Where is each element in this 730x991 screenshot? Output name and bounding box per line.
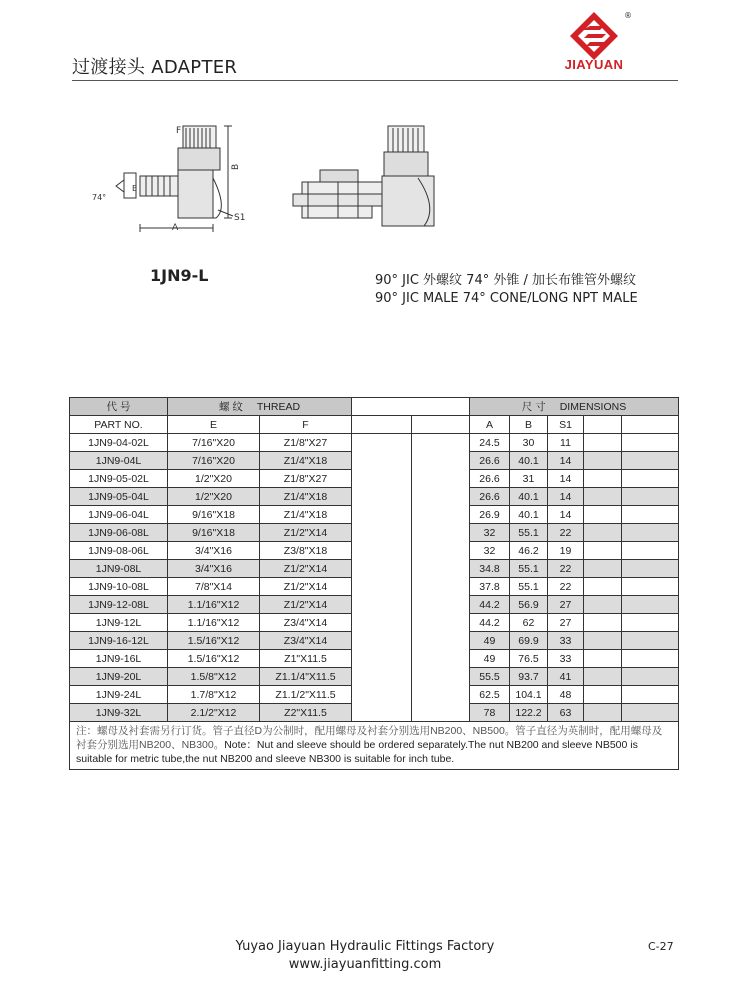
cell-e: 1/2"X20 [168,488,260,506]
table-row [70,488,679,506]
product-description [375,272,638,308]
cell-e: 3/4"X16 [168,560,260,578]
header-thread: 螺 纹 THREAD [168,398,352,416]
table-row [70,686,679,704]
cell-empty [584,488,622,506]
cell-s1: 14 [548,506,584,524]
cell-b: 55.1 [510,560,548,578]
cell-f: Z1/2"X14 [260,560,352,578]
cell-empty [352,488,412,506]
cell-empty [584,686,622,704]
cell-part: 1JN9-12L [70,614,168,632]
cell-part: 1JN9-16L [70,650,168,668]
cell-s1: 27 [548,614,584,632]
cell-empty [352,704,412,722]
cell-b: 69.9 [510,632,548,650]
cell-e: 7/16"X20 [168,452,260,470]
fitting-technical-drawing [88,118,448,243]
table-header-row-1 [70,398,679,416]
cell-s1: 19 [548,542,584,560]
cell-part: 1JN9-20L [70,668,168,686]
cell-f: Z1/2"X14 [260,596,352,614]
description-en: 90° JIC MALE 74° CONE/LONG NPT MALE [375,291,638,306]
cell-empty [622,560,679,578]
cell-empty [622,632,679,650]
cell-a: 37.8 [470,578,510,596]
cell-part: 1JN9-06-04L [70,506,168,524]
product-model: 1JN9-L [150,266,209,285]
header-dimensions: 尺 寸 DIMENSIONS [470,398,679,416]
cell-empty [622,704,679,722]
cell-e: 7/8"X14 [168,578,260,596]
cell-b: 76.5 [510,650,548,668]
description-cn: 90° JIC 外螺纹 74° 外锥 / 加长布锥管外螺纹 [375,273,637,288]
footer-url[interactable]: www.jiayuanfitting.com [288,957,442,972]
cell-empty [412,704,470,722]
cell-a: 24.5 [470,434,510,452]
cell-b: 46.2 [510,542,548,560]
cell-part: 1JN9-06-08L [70,524,168,542]
cell-part: 1JN9-05-02L [70,470,168,488]
logo-text: JIAYUAN [564,57,624,72]
cell-a: 26.9 [470,506,510,524]
cell-f: Z1.1/4"X11.5 [260,668,352,686]
table-row [70,470,679,488]
cell-empty [622,614,679,632]
cell-empty [584,452,622,470]
cell-e: 9/16"X18 [168,506,260,524]
cell-empty [622,650,679,668]
cell-e: 1.1/16"X12 [168,596,260,614]
cell-empty [352,434,412,452]
cell-empty [352,614,412,632]
cell-f: Z1/2"X14 [260,578,352,596]
header-a: A [470,416,510,434]
cell-empty [622,596,679,614]
cell-f: Z1/4"X18 [260,488,352,506]
table-row [70,560,679,578]
cell-s1: 14 [548,488,584,506]
cell-empty [352,524,412,542]
table-row [70,596,679,614]
cell-empty [584,650,622,668]
cell-e: 1.5/8"X12 [168,668,260,686]
label-angle: 74° [92,193,107,202]
drawing-left-view [116,126,233,232]
cell-empty [584,596,622,614]
cell-f: Z1/8"X27 [260,470,352,488]
table-row [70,614,679,632]
cell-empty [352,452,412,470]
cell-empty [584,470,622,488]
cell-s1: 14 [548,470,584,488]
cell-empty [584,542,622,560]
cell-f: Z3/4"X14 [260,614,352,632]
drawing-right-view [293,126,434,226]
cell-b: 104.1 [510,686,548,704]
header-s1: S1 [548,416,584,434]
cell-part: 1JN9-04L [70,452,168,470]
cell-empty [352,578,412,596]
table-note [70,722,679,770]
cell-b: 40.1 [510,506,548,524]
cell-f: Z3/4"X14 [260,632,352,650]
cell-s1: 48 [548,686,584,704]
label-b: B [231,163,241,170]
cell-part: 1JN9-08L [70,560,168,578]
table-note-row [70,722,679,770]
cell-part: 1JN9-08-06L [70,542,168,560]
cell-empty [584,704,622,722]
footer-company: Yuyao Jiayuan Hydraulic Fittings Factory [235,939,495,954]
cell-empty [412,578,470,596]
cell-empty [352,650,412,668]
cell-empty [622,542,679,560]
header-blank [352,398,470,416]
cell-empty [622,668,679,686]
page-title: 过渡接头 ADAPTER [72,57,238,78]
cell-a: 34.8 [470,560,510,578]
cell-empty [352,470,412,488]
cell-empty [622,470,679,488]
cell-f: Z1/4"X18 [260,506,352,524]
cell-part: 1JN9-05-04L [70,488,168,506]
cell-part: 1JN9-32L [70,704,168,722]
cell-e: 2.1/2"X12 [168,704,260,722]
cell-s1: 22 [548,578,584,596]
cell-empty [352,632,412,650]
cell-a: 49 [470,632,510,650]
label-e: E [132,184,138,193]
cell-empty [412,542,470,560]
cell-empty [352,506,412,524]
cell-part: 1JN9-10-08L [70,578,168,596]
label-f: F [176,126,182,136]
cell-part: 1JN9-12-08L [70,596,168,614]
cell-a: 62.5 [470,686,510,704]
cell-empty [412,668,470,686]
cell-e: 1.5/16"X12 [168,632,260,650]
registered-mark: ® [624,11,632,20]
cell-empty [352,668,412,686]
cell-f: Z3/8"X18 [260,542,352,560]
cell-empty [412,560,470,578]
cell-e: 3/4"X16 [168,542,260,560]
cell-a: 44.2 [470,596,510,614]
cell-empty [412,506,470,524]
table-row [70,650,679,668]
table-row [70,524,679,542]
cell-empty [412,596,470,614]
cell-f: Z1/8"X27 [260,434,352,452]
cell-a: 78 [470,704,510,722]
cell-empty [584,578,622,596]
header-e: E [168,416,260,434]
cell-s1: 41 [548,668,584,686]
cell-s1: 27 [548,596,584,614]
cell-s1: 22 [548,524,584,542]
cell-empty [352,596,412,614]
table-row [70,704,679,722]
cell-a: 32 [470,542,510,560]
cell-empty [412,650,470,668]
cell-empty [412,632,470,650]
cell-b: 122.2 [510,704,548,722]
cell-a: 49 [470,650,510,668]
cell-f: Z2"X11.5 [260,704,352,722]
cell-empty [412,686,470,704]
cell-empty [622,506,679,524]
cell-empty [584,524,622,542]
cell-a: 44.2 [470,614,510,632]
cell-empty [412,434,470,452]
table-row [70,506,679,524]
cell-empty [352,560,412,578]
cell-empty [352,542,412,560]
cell-empty [352,686,412,704]
cell-empty [622,452,679,470]
cell-s1: 14 [548,452,584,470]
cell-f: Z1.1/2"X11.5 [260,686,352,704]
table-header-row-2 [70,416,679,434]
cell-f: Z1"X11.5 [260,650,352,668]
cell-s1: 33 [548,632,584,650]
cell-b: 40.1 [510,452,548,470]
label-a: A [172,223,179,233]
cell-empty [622,434,679,452]
cell-empty [412,452,470,470]
cell-empty [584,668,622,686]
cell-e: 1/2"X20 [168,470,260,488]
header-code: 代 号 [70,398,168,416]
cell-f: Z1/2"X14 [260,524,352,542]
note-en: Note：Nut and sleeve should be ordered separately.The nut NB200 and sleeve NB500 is suitable for metric tube,the nut NB200 and sleeve NB300 is suitable for inch tube. [76,739,638,765]
cell-a: 26.6 [470,470,510,488]
cell-a: 26.6 [470,488,510,506]
cell-empty [412,524,470,542]
cell-s1: 11 [548,434,584,452]
cell-part: 1JN9-16-12L [70,632,168,650]
cell-empty [412,614,470,632]
cell-empty [622,578,679,596]
cell-s1: 22 [548,560,584,578]
table-row [70,668,679,686]
cell-part: 1JN9-04-02L [70,434,168,452]
cell-e: 1.5/16"X12 [168,650,260,668]
header-divider [72,80,678,81]
cell-empty [412,488,470,506]
cell-s1: 63 [548,704,584,722]
cell-empty [622,686,679,704]
cell-a: 26.6 [470,452,510,470]
cell-b: 56.9 [510,596,548,614]
page-number: C-27 [648,940,674,953]
cell-empty [622,488,679,506]
cell-empty [584,506,622,524]
table-row [70,578,679,596]
table-row [70,434,679,452]
cell-e: 1.7/8"X12 [168,686,260,704]
cell-a: 32 [470,524,510,542]
cell-empty [584,434,622,452]
cell-b: 40.1 [510,488,548,506]
cell-e: 9/16"X18 [168,524,260,542]
cell-f: Z1/4"X18 [260,452,352,470]
cell-empty [622,524,679,542]
cell-e: 7/16"X20 [168,434,260,452]
table-row [70,452,679,470]
header-f: F [260,416,352,434]
header-b: B [510,416,548,434]
cell-empty [584,632,622,650]
cell-b: 30 [510,434,548,452]
cell-b: 55.1 [510,578,548,596]
cell-b: 55.1 [510,524,548,542]
header-part-no: PART NO. [70,416,168,434]
cell-empty [584,614,622,632]
specification-table [69,397,679,770]
cell-s1: 33 [548,650,584,668]
cell-empty [584,560,622,578]
cell-b: 62 [510,614,548,632]
cell-empty [412,470,470,488]
table-row [70,632,679,650]
table-row [70,542,679,560]
cell-b: 93.7 [510,668,548,686]
cell-b: 31 [510,470,548,488]
cell-a: 55.5 [470,668,510,686]
cell-e: 1.1/16"X12 [168,614,260,632]
label-s1: S1 [234,213,246,223]
note-cn: 注：螺母及衬套需另行订货。管子直径D为公制时，配用螺母及衬套分别选用NB200、NB500。管子直径为英制时，配用螺母及衬套分别选用NB200、NB300。 [76,725,663,751]
cell-part: 1JN9-24L [70,686,168,704]
